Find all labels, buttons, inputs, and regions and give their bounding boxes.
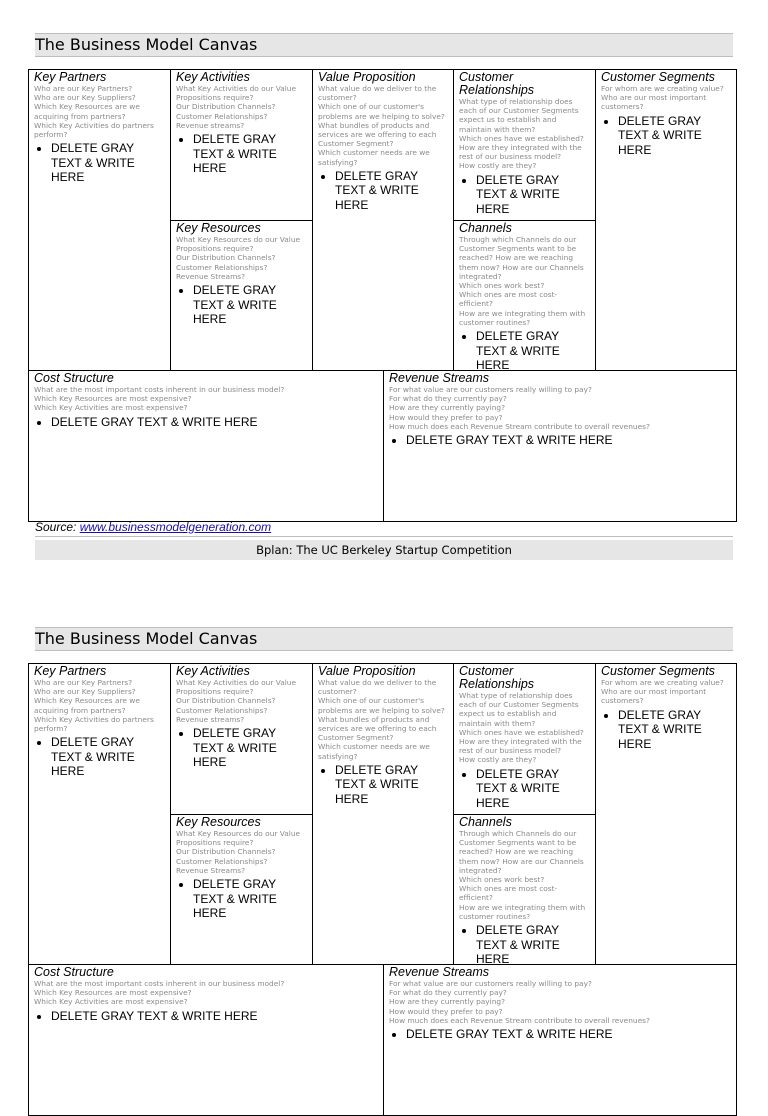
cost-structure-prompt: What are the most important costs inherent in our business model? Which Key Resources are most expensive? Which Key Activities are most expensive?	[34, 385, 285, 413]
value-proposition-bullet[interactable]: • DELETE GRAY TEXT & WRITE HERE	[335, 169, 449, 213]
customer-relationships-prompt: What type of relationship does each of our Customer Segments expect us to establish and maintain with them? Which ones have we established? How are they integrated with the rest of our business model? How costly are they?	[459, 97, 584, 171]
channels-prompt: Through which Channels do our Customer Segments want to be reached? How are we reaching them now? How are our Channels integrated? Which ones work best? Which ones are most cost-efficient? How are we integrating them with customer routines?	[459, 235, 586, 327]
key-resources-title: Key Resources	[176, 221, 261, 235]
page-title-bar	[35, 33, 733, 57]
page-title-bar	[35, 627, 733, 651]
key-resources-prompt: What Key Resources do our Value Propositions require? Our Distribution Channels? Customer Relationships? Revenue Streams?	[176, 829, 301, 875]
cost-structure-prompt: What are the most important costs inherent in our business model? Which Key Resources are most expensive? Which Key Activities are most expensive?	[34, 979, 285, 1007]
business-model-canvas	[28, 69, 737, 522]
source-label: Source:	[35, 520, 77, 534]
source-line	[35, 520, 271, 534]
revenue-streams-bullet[interactable]: • DELETE GRAY TEXT & WRITE HERE	[406, 1027, 732, 1042]
customer-relationships-bullet[interactable]: • DELETE GRAY TEXT & WRITE HERE	[476, 767, 591, 811]
value-proposition-prompt: What value do we deliver to the customer? Which one of our customer's problems are we helping to solve? What bundles of products and services are we offering to each Customer Segment? Which customer needs are we satisfying?	[318, 678, 445, 761]
key-activities-bullet[interactable]: • DELETE GRAY TEXT & WRITE HERE	[193, 132, 308, 176]
canvas-page-2	[0, 594, 768, 1042]
channels-bullet[interactable]: • DELETE GRAY TEXT & WRITE HERE	[476, 923, 591, 965]
customer-segments-title: Customer Segments	[601, 70, 715, 84]
revenue-streams-block	[384, 965, 736, 1115]
value-proposition-block	[313, 70, 454, 371]
channels-block	[454, 815, 596, 965]
channels-block	[454, 221, 596, 371]
cost-structure-bullet[interactable]: • DELETE GRAY TEXT & WRITE HERE	[51, 1009, 379, 1024]
customer-segments-title: Customer Segments	[601, 664, 715, 678]
key-partners-bullet[interactable]: • DELETE GRAY TEXT & WRITE HERE	[51, 735, 166, 779]
channels-prompt: Through which Channels do our Customer Segments want to be reached? How are we reaching them now? How are our Channels integrated? Which ones work best? Which ones are most cost-efficient? How are we integrating them with customer routines?	[459, 829, 586, 921]
key-partners-prompt: Who are our Key Partners? Who are our Key Suppliers? Which Key Resources are we acquiring from partners? Which Key Activities do partners perform?	[34, 84, 154, 140]
channels-title: Channels	[459, 815, 512, 829]
key-activities-block	[171, 664, 313, 815]
key-partners-block	[29, 70, 171, 371]
customer-segments-block	[596, 664, 736, 965]
key-partners-title: Key Partners	[34, 664, 107, 678]
key-partners-block	[29, 664, 171, 965]
footer-bar	[35, 540, 733, 560]
customer-segments-prompt: For whom are we creating value? Who are our most important customers?	[601, 678, 724, 706]
key-resources-bullet[interactable]: • DELETE GRAY TEXT & WRITE HERE	[193, 283, 308, 327]
key-activities-bullet[interactable]: • DELETE GRAY TEXT & WRITE HERE	[193, 726, 308, 770]
customer-relationships-title: Customer Relationships	[459, 664, 535, 691]
revenue-streams-prompt: For what value are our customers really willing to pay? For what do they currently pay? How are they currently paying? How would they prefer to pay? How much does each Revenue Stream contribute to overall revenues?	[389, 385, 650, 431]
value-proposition-block	[313, 664, 454, 965]
revenue-streams-bullet[interactable]: • DELETE GRAY TEXT & WRITE HERE	[406, 433, 732, 448]
value-proposition-title: Value Proposition	[318, 664, 416, 678]
channels-title: Channels	[459, 221, 512, 235]
customer-relationships-bullet[interactable]: • DELETE GRAY TEXT & WRITE HERE	[476, 173, 591, 217]
key-activities-prompt: What Key Activities do our Value Propositions require? Our Distribution Channels? Customer Relationships? Revenue streams?	[176, 84, 297, 130]
customer-relationships-block	[454, 664, 596, 815]
key-resources-title: Key Resources	[176, 815, 261, 829]
key-resources-block	[171, 221, 313, 371]
revenue-streams-title: Revenue Streams	[389, 371, 490, 385]
footer-text: Bplan: The UC Berkeley Startup Competition	[256, 543, 512, 557]
business-model-canvas	[28, 663, 737, 1116]
cost-structure-block	[29, 371, 384, 521]
customer-relationships-prompt: What type of relationship does each of our Customer Segments expect us to establish and maintain with them? Which ones have we established? How are they integrated with the rest of our business model? How costly are they?	[459, 691, 584, 765]
value-proposition-bullet[interactable]: • DELETE GRAY TEXT & WRITE HERE	[335, 763, 449, 807]
source-link[interactable]: www.businessmodelgeneration.com	[79, 520, 272, 534]
cost-structure-title: Cost Structure	[34, 965, 114, 979]
key-activities-block	[171, 70, 313, 221]
cost-structure-block	[29, 965, 384, 1115]
key-resources-bullet[interactable]: • DELETE GRAY TEXT & WRITE HERE	[193, 877, 308, 921]
customer-relationships-title: Customer Relationships	[459, 70, 535, 97]
source-divider	[35, 536, 733, 537]
value-proposition-prompt: What value do we deliver to the customer? Which one of our customer's problems are we helping to solve? What bundles of products and services are we offering to each Customer Segment? Which customer needs are we satisfying?	[318, 84, 445, 167]
key-partners-prompt: Who are our Key Partners? Who are our Key Suppliers? Which Key Resources are we acquiring from partners? Which Key Activities do partners perform?	[34, 678, 154, 734]
key-activities-prompt: What Key Activities do our Value Propositions require? Our Distribution Channels? Customer Relationships? Revenue streams?	[176, 678, 297, 724]
key-resources-block	[171, 815, 313, 965]
revenue-streams-title: Revenue Streams	[389, 965, 490, 979]
customer-segments-prompt: For whom are we creating value? Who are our most important customers?	[601, 84, 724, 112]
key-partners-title: Key Partners	[34, 70, 107, 84]
revenue-streams-block	[384, 371, 736, 521]
key-activities-title: Key Activities	[176, 664, 250, 678]
cost-structure-title: Cost Structure	[34, 371, 114, 385]
customer-segments-bullet[interactable]: • DELETE GRAY TEXT & WRITE HERE	[618, 708, 732, 752]
key-resources-prompt: What Key Resources do our Value Propositions require? Our Distribution Channels? Customer Relationships? Revenue Streams?	[176, 235, 301, 281]
value-proposition-title: Value Proposition	[318, 70, 416, 84]
cost-structure-bullet[interactable]: • DELETE GRAY TEXT & WRITE HERE	[51, 415, 379, 430]
customer-segments-block	[596, 70, 736, 371]
key-partners-bullet[interactable]: • DELETE GRAY TEXT & WRITE HERE	[51, 141, 166, 185]
channels-bullet[interactable]: • DELETE GRAY TEXT & WRITE HERE	[476, 329, 591, 371]
page-title: The Business Model Canvas	[35, 35, 258, 54]
customer-segments-bullet[interactable]: • DELETE GRAY TEXT & WRITE HERE	[618, 114, 732, 158]
revenue-streams-prompt: For what value are our customers really willing to pay? For what do they currently pay? How are they currently paying? How would they prefer to pay? How much does each Revenue Stream contribute to overall revenues?	[389, 979, 650, 1025]
page-title: The Business Model Canvas	[35, 629, 258, 648]
key-activities-title: Key Activities	[176, 70, 250, 84]
customer-relationships-block	[454, 70, 596, 221]
